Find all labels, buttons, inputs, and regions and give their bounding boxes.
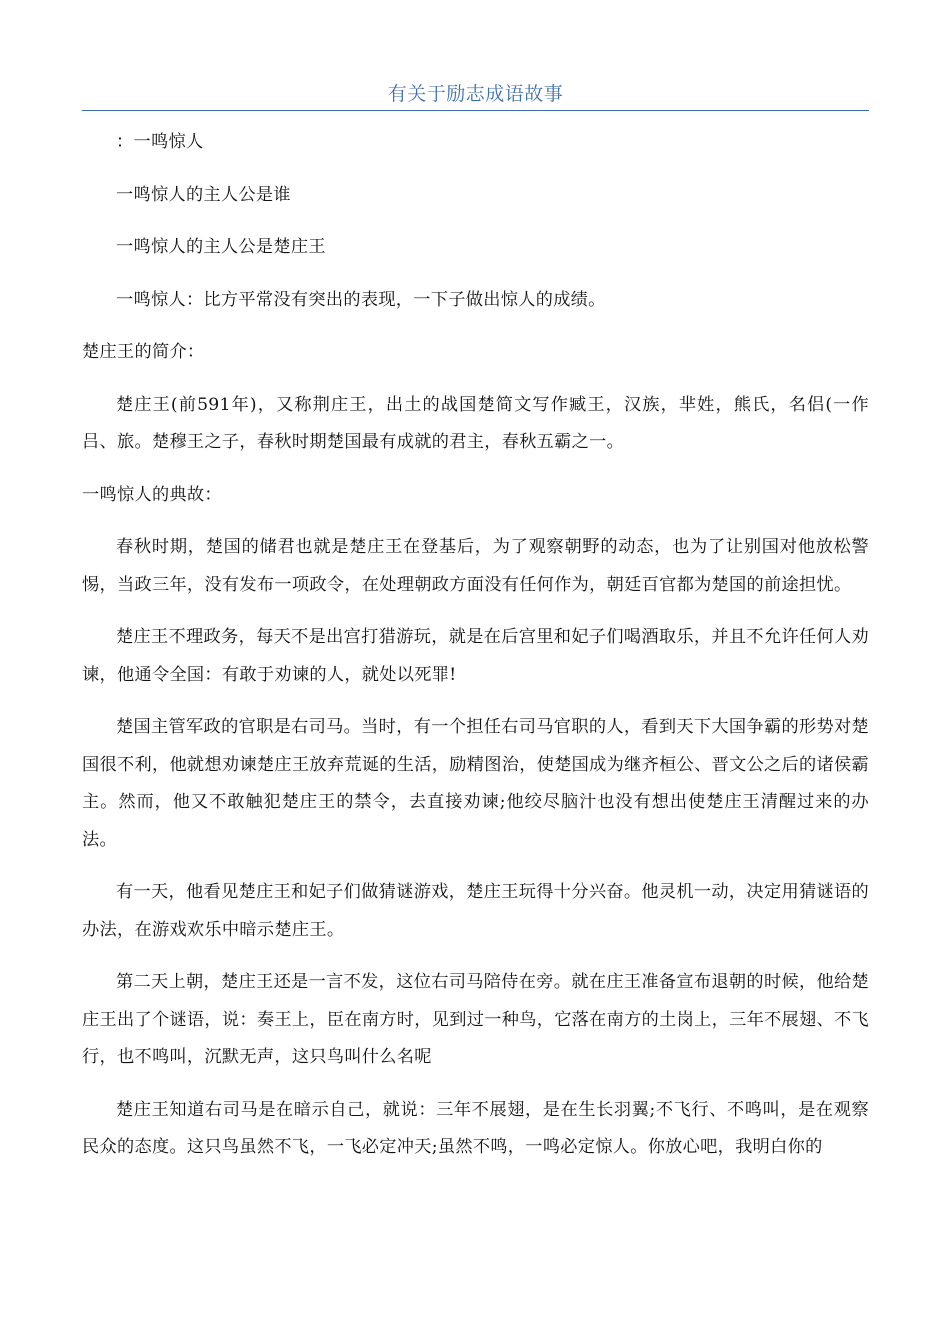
paragraph: 一鸣惊人的主人公是谁 xyxy=(116,184,291,205)
paragraph: 第二天上朝，楚庄王还是一言不发，这位右司马陪侍在旁。就在庄王准备宣布退朝的时候，他给楚庄王出了个谜语，说：奏王上，臣在南方时，见到过一种鸟，它落在南方的土岗上，三年不展翅、不飞行，也不鸣叫，沉默无声，这只鸟叫什么名呢 xyxy=(82,972,869,1067)
page-header xyxy=(82,80,869,111)
paragraph: 一鸣惊人的主人公是楚庄王 xyxy=(116,237,326,257)
paragraph: ：一鸣惊人 xyxy=(116,132,204,152)
document-body xyxy=(82,124,869,1167)
paragraph: 楚庄王不理政务，每天不是出宫打猎游玩，就是在后宫里和妃子们喝酒取乐，并且不允许任何人劝谏，他通令全国：有敢于劝谏的人，就处以死罪! xyxy=(82,627,869,685)
paragraph: 楚国主管军政的官职是右司马。当时，有一个担任右司马官职的人，看到天下大国争霸的形势对楚国很不利，他就想劝谏楚庄王放弃荒诞的生活，励精图治，使楚国成为继齐桓公、晋文公之后的诸侯霸主。然而，他又不敢触犯楚庄王的禁令，去直接劝谏;他绞尽脑汁也没有想出使楚庄王清醒过来的办法。 xyxy=(82,717,869,850)
section-heading: 楚庄王的简介： xyxy=(82,342,205,362)
paragraph: 一鸣惊人：比方平常没有突出的表现，一下子做出惊人的成绩。 xyxy=(116,289,606,310)
paragraph: 有一天，他看见楚庄王和妃子们做猜谜游戏，楚庄王玩得十分兴奋。他灵机一动，决定用猜谜语的办法，在游戏欢乐中暗示楚庄王。 xyxy=(82,882,869,940)
section-heading: 一鸣惊人的典故： xyxy=(82,484,222,505)
paragraph: 楚庄王知道右司马是在暗示自己，就说：三年不展翅，是在生长羽翼;不飞行、不鸣叫，是在观察民众的态度。这只鸟虽然不飞，一飞必定冲天;虽然不鸣，一鸣必定惊人。你放心吧，我明白你的 xyxy=(82,1099,869,1157)
paragraph: 楚庄王(前591年)，又称荆庄王，出土的战国楚简文写作臧王，汉族，芈姓，熊氏，名侣(一作吕、旅。楚穆王之子，春秋时期楚国最有成就的君主，春秋五霸之一。 xyxy=(82,394,869,452)
paragraph: 春秋时期，楚国的储君也就是楚庄王在登基后，为了观察朝野的动态，也为了让别国对他放松警惕，当政三年，没有发布一项政令，在处理朝政方面没有任何作为，朝廷百官都为楚国的前途担忧。 xyxy=(82,537,869,595)
page-title: 有关于励志成语故事 xyxy=(387,83,564,105)
